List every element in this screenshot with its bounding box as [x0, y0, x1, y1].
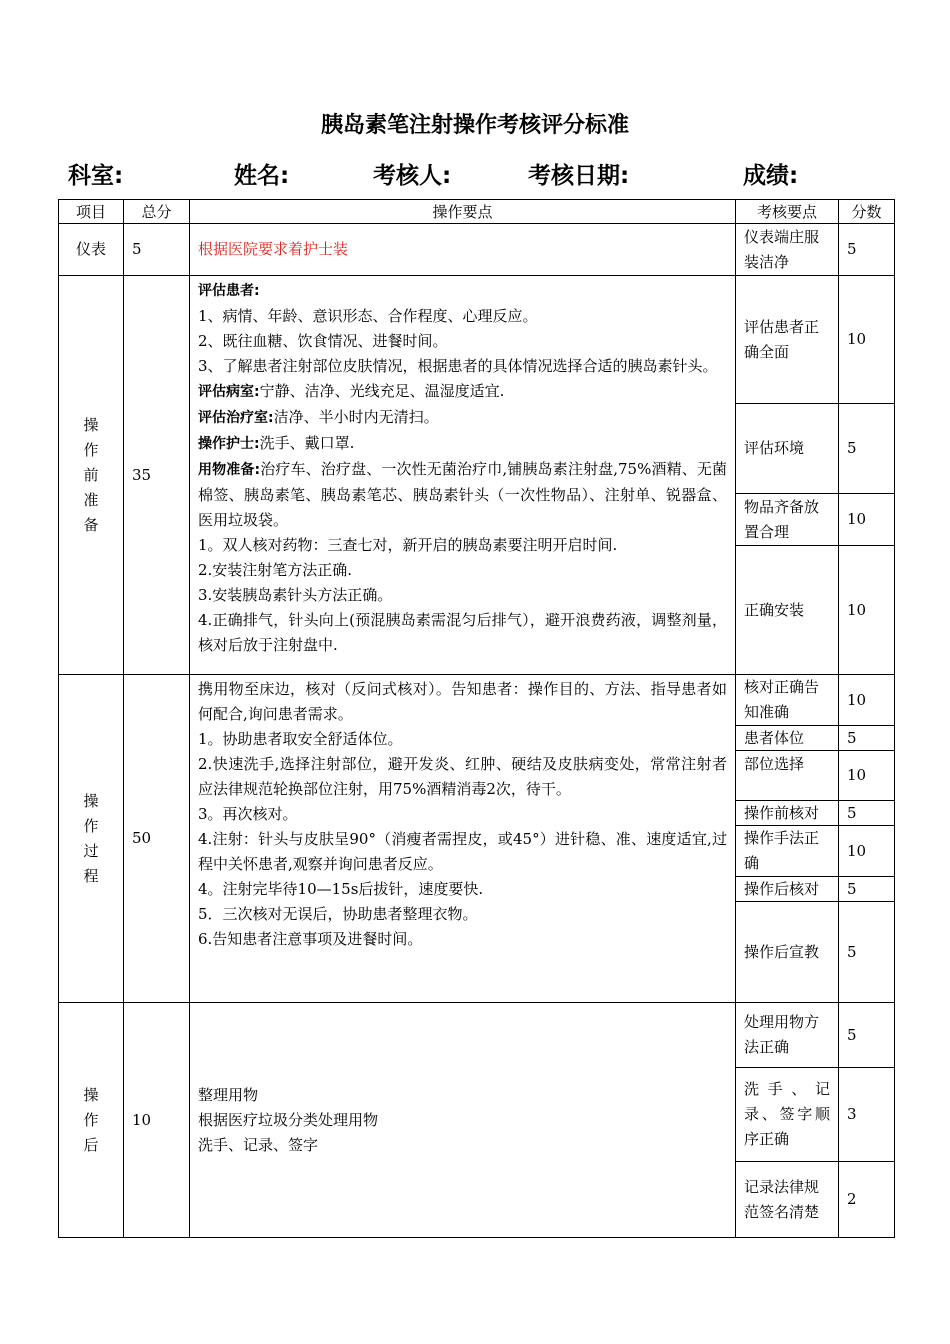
exam-date-label: 考核日期:: [528, 163, 630, 189]
criteria-cell: 处理用物方法正确: [736, 1003, 839, 1068]
content-line: 2.快速洗手,选择注射部位，避开发炎、红肿、硬结及皮肤病变处，常常注射者应法律规范轮换部位注射，用75%酒精消毒2次，待干。: [198, 755, 727, 798]
content-line: 3.安装胰岛素针头方法正确。: [198, 586, 393, 604]
content-line: 3、了解患者注射部位皮肤情况，根据患者的具体情况选择合适的胰岛素针头。: [198, 357, 718, 375]
content-cell: 根据医院要求着护士装: [190, 224, 736, 276]
item-cell: [59, 1003, 124, 1238]
scoring-table: [58, 199, 895, 1238]
content-line: 4。注射完毕待10—15s后拔针，速度要快.: [198, 880, 484, 898]
criteria-cell: 操作前核对: [736, 801, 839, 826]
content-line: 洁净、半小时内无清扫。: [273, 408, 439, 426]
content-heading: 评估治疗室:: [198, 410, 274, 426]
score-label: 成绩:: [743, 163, 799, 189]
content-line: 1。双人核对药物：三查七对，新开启的胰岛素要注明开启时间.: [198, 536, 618, 554]
score-cell: 10: [839, 494, 895, 546]
score-cell: 10: [839, 546, 895, 675]
col-header-item: 项目: [59, 200, 124, 224]
criteria-cell: 患者体位: [736, 726, 839, 751]
total-cell: 35: [124, 276, 190, 675]
content-cell: [190, 675, 736, 1003]
content-line: 携用物至床边，核对（反问式核对）。告知患者：操作目的、方法、指导患者如何配合,询问患者需求。: [198, 680, 727, 723]
content-line: 4.正确排气，针头向上(预混胰岛素需混匀后排气），避开浪费药液，调整剂量，核对后放于注射盘中.: [198, 611, 727, 654]
content-line: 根据医疗垃圾分类处理用物: [198, 1110, 379, 1129]
score-cell: 5: [839, 902, 895, 1003]
col-header-total: 总分: [124, 200, 190, 224]
score-cell: 5: [839, 877, 895, 902]
criteria-cell: 操作手法正确: [736, 826, 839, 877]
item-char: 操: [83, 415, 99, 434]
name-label: 姓名:: [234, 163, 290, 189]
table-row: [59, 224, 895, 276]
content-line: 洗手、记录、签字: [198, 1135, 319, 1154]
item-cell: 仪表: [59, 224, 124, 276]
score-cell: 5: [839, 726, 895, 751]
criteria-cell: 评估患者正确全面: [736, 276, 839, 404]
col-header-content: 操作要点: [190, 200, 736, 224]
item-char: 操: [83, 791, 99, 810]
table-row: [59, 675, 895, 726]
content-line: 5．三次核对无误后，协助患者整理衣物。: [198, 905, 478, 923]
criteria-cell: 评估环境: [736, 404, 839, 494]
content-heading: 评估患者:: [198, 283, 260, 299]
content-line: 2.安装注射笔方法正确.: [198, 561, 353, 579]
total-cell: 5: [124, 224, 190, 276]
item-char: 后: [83, 1135, 99, 1154]
table-header-row: [59, 200, 895, 224]
item-char: 作: [83, 1110, 99, 1129]
score-cell: 10: [839, 751, 895, 801]
content-line: 洗手、戴口罩.: [259, 434, 355, 452]
col-header-score: 分数: [839, 200, 895, 224]
item-char: 前: [83, 465, 99, 484]
item-char: 过: [83, 841, 99, 860]
criteria-cell: 核对正确告知准确: [736, 675, 839, 726]
item-char: 备: [83, 515, 99, 534]
item-char: 准: [83, 490, 99, 509]
score-cell: 5: [839, 801, 895, 826]
content-cell: [190, 276, 736, 675]
content-line: 整理用物: [198, 1085, 259, 1104]
content-line: 6.告知患者注意事项及进餐时间。: [198, 930, 423, 948]
criteria-cell: 部位选择: [736, 751, 839, 801]
criteria-cell: 洗手、记录、签字顺序正确: [736, 1068, 839, 1162]
item-cell: [59, 675, 124, 1003]
content-heading: 评估病室:: [198, 384, 260, 400]
score-cell: 10: [839, 675, 895, 726]
content-cell: [190, 1003, 736, 1238]
dept-label: 科室:: [68, 163, 124, 189]
criteria-cell: 记录法律规范签名清楚: [736, 1162, 839, 1238]
criteria-cell: 操作后宣教: [736, 902, 839, 1003]
table-row: [59, 276, 895, 404]
criteria-cell: 物品齐备放置合理: [736, 494, 839, 546]
item-char: 操: [83, 1085, 99, 1104]
score-cell: 2: [839, 1162, 895, 1238]
score-cell: 10: [839, 826, 895, 877]
content-line: 1、病情、年龄、意识形态、合作程度、心理反应。: [198, 307, 538, 325]
content-line: 4.注射：针头与皮肤呈90°（消瘦者需捏皮，或45°）进针稳、准、速度适宜,过程中关怀患者,观察并询问患者反应。: [198, 830, 727, 873]
content-line: 宁静、洁净、光线充足、温湿度适宜.: [259, 382, 505, 400]
criteria-cell: 仪表端庄服装洁净: [736, 224, 839, 276]
score-cell: 5: [839, 224, 895, 276]
score-cell: 5: [839, 1003, 895, 1068]
content-heading: 操作护士:: [198, 436, 260, 452]
examiner-label: 考核人:: [373, 163, 452, 189]
score-cell: 10: [839, 276, 895, 404]
score-cell: 3: [839, 1068, 895, 1162]
criteria-cell: 操作后核对: [736, 877, 839, 902]
content-line: 2、既往血糖、饮食情况、进餐时间。: [198, 332, 448, 350]
score-cell: 5: [839, 404, 895, 494]
table-row: [59, 1003, 895, 1068]
item-char: 作: [83, 440, 99, 459]
item-cell: [59, 276, 124, 675]
criteria-cell: 正确安装: [736, 546, 839, 675]
content-line: 治疗车、治疗盘、一次性无菌治疗巾,铺胰岛素注射盘,75%酒精、无菌棉签、胰岛素笔、胰岛素笔芯、胰岛素针头（一次性物品）、注射单、锐器盒、医用垃圾袋。: [198, 460, 727, 529]
content-line: 3。再次核对。: [198, 805, 298, 823]
content-heading: 用物准备:: [198, 462, 261, 478]
page-title: 胰岛素笔注射操作考核评分标准: [320, 113, 629, 138]
total-cell: 10: [124, 1003, 190, 1238]
content-line: 1。协助患者取安全舒适体位。: [198, 730, 403, 748]
total-cell: 50: [124, 675, 190, 1003]
item-char: 程: [83, 866, 99, 885]
item-char: 作: [83, 816, 99, 835]
col-header-criteria: 考核要点: [736, 200, 839, 224]
